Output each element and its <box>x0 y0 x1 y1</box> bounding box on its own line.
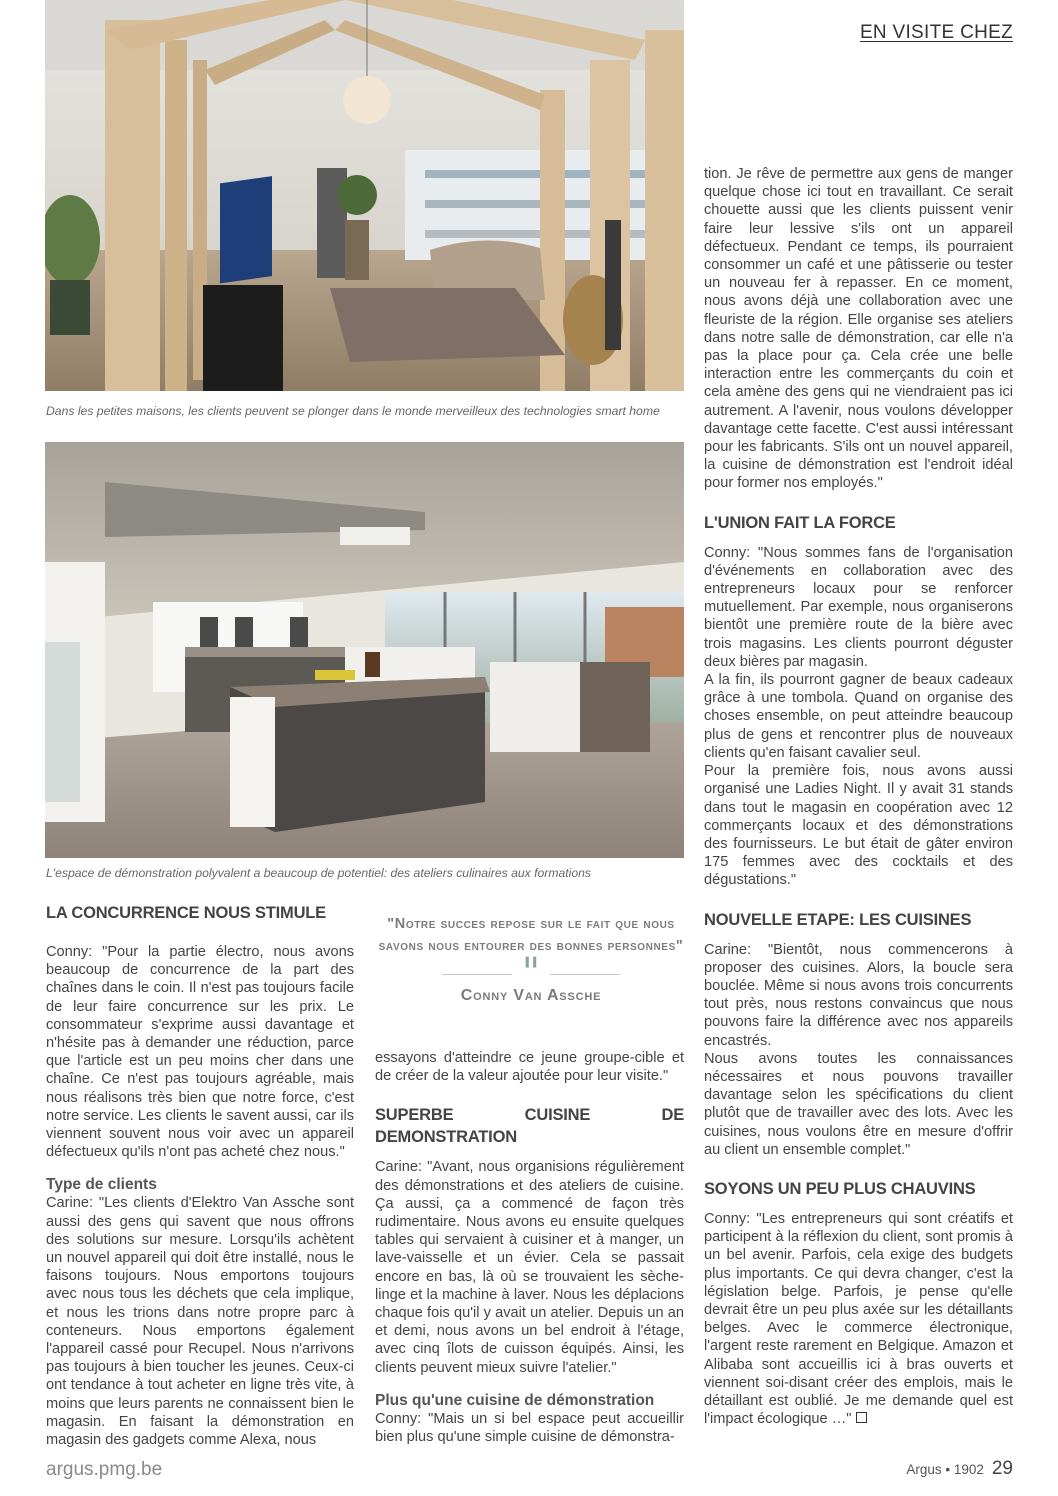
heading-etape: NOUVELLE ETAPE: LES CUISINES <box>704 910 972 929</box>
paragraph-concurrence: Conny: "Pour la partie électro, nous avons beaucoup de concurrence de la part des chaînes dans le coin. Il n'est pas toujours facile de leur faire concurrence sur les prix. Le consommateur s'exprime aussi davantage et n'hésite pas à demander une réduction, parce que l'article est un peu moins cher dans une chaîne. Ce n'est pas toujours agréable, mais nous réalisons très bien que notre force, c'est notre service. Les clients le savent aussi, car ils viennent souvent nous voir avec un appareil défectueux qu'ils n'ont pas acheté chez nous." <box>46 944 354 1161</box>
footer-issue-label: Argus • 1902 <box>906 1462 984 1477</box>
paragraph-continuation: essayons d'atteindre ce jeune groupe-cible et de créer de la valeur ajoutée pour leur visite." <box>375 1050 684 1085</box>
paragraph-union-1: Conny: "Nous sommes fans de l'organisation d'événements en collaboration avec des entrepreneurs locaux pour se renforcer mutuellement. Par exemple, nous organiserons bientôt une première route de la bière avec trois magasins. Les clients pourront déguster deux bières par magasin. <box>704 544 1013 670</box>
paragraph-union-2: A la fin, ils pourront gagner de beaux cadeaux grâce à une tombola. Quand on organise des choses ensemble, on peut atteindre beaucoup plus de gens et rencontrer plus de nouveaux clients qu'en faisant cavalier seul. <box>704 672 1013 761</box>
section-tag: EN VISITE CHEZ <box>859 22 1013 43</box>
heading-chauvins: SOYONS UN PEU PLUS CHAUVINS <box>704 1179 976 1198</box>
paragraph-etape-1: Carine: "Bientôt, nous commencerons à proposer des cuisines. Alors, la boucle sera bouclée. Même si nous avons trois concurrents tout près, nous restons convaincus que nous pouvons faire la différence avec nos appareils encastrés. <box>704 941 1013 1049</box>
paragraph-intro: tion. Je rêve de permettre aux gens de manger quelque chose ici tout en travaillant. Ce serait chouette aussi que les clients puissent venir faire leur lessive s'ils ont un appareil défectueux. Pendant ce temps, ils pourraient consommer un café et une pâtisserie ou tester un nouveau fer à repasser. En ce moment, nous avons déjà une collaboration avec une fleuriste de la région. Elle organise ses ateliers dans notre salle de démonstration, car elle n'a pas la place pour ça. Cela crée une belle interaction entre les commerçants du coin et cela amène des gens qui ne viendraient pas ici autrement. A l'avenir, nous voulons développer davantage cette facette. C'est aussi intéressant pour les fabricants. S'ils ont un nouvel appareil, la cuisine de démonstration est l'endroit idéal pour former nos employés." <box>704 166 1013 492</box>
divider-line-right <box>550 974 620 975</box>
article-column-2 <box>375 1049 684 1446</box>
heading-union: L'UNION FAIT LA FORCE <box>704 513 896 532</box>
heading-concurrence: LA CONCURRENCE NOUS STIMULE <box>46 904 326 922</box>
heading-type-clients: Type de clients <box>46 1176 157 1194</box>
photo-caption-2: L'espace de démonstration polyvalent a beaucoup de potentiel: des ateliers culinaires aux formations <box>46 866 592 880</box>
article-column-3 <box>704 165 1013 1428</box>
paragraph-etape-2: Nous avons toutes les connaissances nécessaires et nous pouvons travailler davantage selon les spécifications du client plutôt que de travailler avec des lots. Avec les cuisines, nous voulons être en mesure d'offrir au client un ensemble complet." <box>704 1050 1013 1158</box>
article-column-1 <box>46 902 354 1449</box>
paragraph-type-clients: Carine: "Les clients d'Elektro Van Assche sont aussi des gens qui savent que nous offrons des solutions sur mesure. Lorsqu'ils achètent un nouvel appareil qui doit être installé, nous le faisons toujours. Nous emportons toujours avec nous tous les déchets que cela implique, et nous les trions dans notre propre parc à conteneurs. Nous emportons également l'appareil cassé pour Recupel. Nous n'arrivons pas toujours à bien toucher les jeunes. Ceux-ci ont tendance à tout acheter en ligne très vite, à moins que leurs parents ne connaissent bien le magasin. En faisant la démonstration en magasin des gadgets comme Alexa, nous <box>46 1195 354 1449</box>
pull-quote <box>378 913 684 1005</box>
footer-issue <box>906 1458 1013 1480</box>
heading-superbe-cuisine: SUPERBE CUISINE DE DEMONSTRATION <box>375 1106 684 1147</box>
divider-line-left <box>442 974 512 975</box>
pull-quote-author: Conny Van Assche <box>460 987 602 1004</box>
quote-mark-icon: " <box>521 950 541 996</box>
paragraph-chauvins <box>704 1210 1013 1428</box>
paragraph-plus-cuisine: Conny: "Mais un si bel espace peut accueillir bien plus qu'une simple cuisine de démonstra- <box>375 1410 684 1446</box>
heading-plus-cuisine: Plus qu'une cuisine de démonstration <box>375 1391 655 1409</box>
paragraph-superbe-cuisine: Carine: "Avant, nous organisions régulièrement des démonstrations et des ateliers de cuisine. Ça aussi, ça a commencé de façon très rudimentaire. Nous avons eu ensuite quelques tables qui servaient à cuisiner et à manger, un lave-vaisselle et un évier. Cela se passait encore en bas, là où se trouvaient les sèche-linge et la machine à laver. Nous les déplacions chaque fois qu'il y avait un atelier. Depuis un an et demi, nous avons un bel endroit à l'étage, avec cinq îlots de cuisson équipés. Ainsi, les clients peuvent mieux suivre l'atelier." <box>375 1159 684 1376</box>
paragraph-union-3: Pour la première fois, nous avons aussi organisé une Ladies Night. Il y avait 31 stands dans tout le magasin en coopération avec 12 commerçants locaux et des démonstrations des fournisseurs. Le but était de gâter environ 175 femmes avec des cocktails et des dégustations." <box>704 763 1013 889</box>
photo-caption-1: Dans les petites maisons, les clients peuvent se plonger dans le monde merveilleux des technologies smart home <box>46 404 660 418</box>
showroom-houses-photo <box>45 0 684 391</box>
footer-site-link[interactable]: argus.pmg.be <box>46 1459 163 1480</box>
page-number: 29 <box>991 1458 1013 1479</box>
pull-quote-text: "Notre succes repose sur le fait que nous savons nous entourer des bonnes personnes" <box>378 916 684 954</box>
demo-kitchen-photo <box>45 442 684 858</box>
paragraph-chauvins-text: Conny: "Les entrepreneurs qui sont créatifs et participent à la réflexion du client, sont promis à un bel avenir. Parfois, cela exige des budgets plus importants. Ce qui devra changer, c'est la législation belge. Parfois, je pense qu'elle devrait être un peu plus axée sur les détaillants belges. Avec le commerce électronique, l'argent reste rarement en Belgique. Amazon et Alibaba sont accueillis ici à bras ouverts et viennent soi-disant créer des emplois, mais le détaillant est oublié. Je me demande quel est l'impact écologique …" <box>704 1210 1013 1428</box>
end-mark-icon <box>856 1412 867 1423</box>
